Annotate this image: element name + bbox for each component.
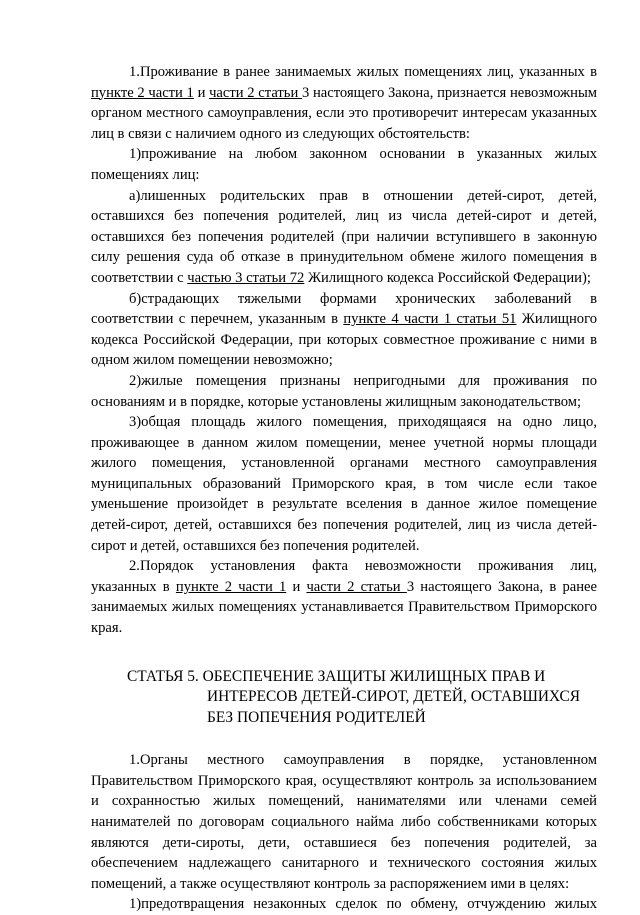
paragraph-1-3: 3)общая площадь жилого помещения, приходящаяся на одно лицо, проживающее в данном жилом помещении, менее учетной нормы площади жилого помещения, установленной органами местного самоуправления муниципальных образований Приморского края, в том числе если такое уменьшение произойдет в результате вселения в данное жилое помещение детей-сирот, детей, оставшихся без попечения родителей, лиц из числа детей-сирот и детей, оставшихся без попечения родителей. bbox=[91, 414, 597, 554]
link-chastyu-3-stati-72[interactable]: частью 3 статьи 72 bbox=[187, 269, 305, 286]
paragraph-5-1-1: 1)предотвращения незаконных сделок по обмену, отчуждению жилых bbox=[129, 896, 597, 913]
paragraph-1-1: 1)проживание на любом законном основании в указанных жилых помещениях лиц: bbox=[91, 146, 597, 183]
text: 1.Проживание в ранее занимаемых жилых помещениях лиц, указанных в bbox=[129, 64, 597, 80]
paragraph-2 bbox=[91, 556, 597, 638]
text: 2.Порядок установления факта невозможности проживания лиц, указанных в bbox=[91, 558, 597, 595]
text: и bbox=[286, 578, 307, 595]
paragraph-a bbox=[91, 186, 597, 289]
text: а)лишенных родительских прав в отношении детей-сирот, детей, оставшихся без попечения родителей, лиц из числа детей-сирот и детей, оставшихся без попечения родителей (при наличии вступившего в законную силу решения суда об отказе в принудительном обмене жилого помещения в соответствии с bbox=[91, 187, 597, 286]
paragraph-1 bbox=[91, 62, 597, 144]
document-body bbox=[91, 62, 597, 915]
article-heading bbox=[127, 667, 597, 729]
link-punkte-4-chasti-1-stati-51[interactable]: пункте 4 части 1 статьи 51 bbox=[343, 311, 517, 328]
heading-line: БЕЗ ПОПЕЧЕНИЯ РОДИТЕЛЕЙ bbox=[207, 708, 426, 726]
link-punkt-2-chasti-1[interactable]: пункте 2 части 1 bbox=[91, 84, 194, 101]
paragraph-5-1: 1.Органы местного самоуправления в порядке, установленном Правительством Приморского края, осуществляют контроль за использованием и сохранностью жилых помещений, нанимателями или членами семей нанимателей по договорам социального найма либо собственниками которых являются дети-сироты, дети, оставшиеся без попечения родителей, за обеспечением надлежащего санитарного и технического состояния жилых помещений, а также осуществляют контроль за распоряжением ими в целях: bbox=[91, 752, 597, 892]
link-chasti-2-stati[interactable]: части 2 статьи bbox=[209, 84, 302, 101]
link-chasti-2-stati[interactable]: части 2 статьи bbox=[306, 578, 407, 595]
heading-line: ИНТЕРЕСОВ ДЕТЕЙ-СИРОТ, ДЕТЕЙ, ОСТАВШИХСЯ bbox=[207, 688, 581, 706]
heading-line: СТАТЬЯ 5. ОБЕСПЕЧЕНИЕ ЗАЩИТЫ ЖИЛИЩНЫХ ПРАВ И bbox=[127, 667, 546, 685]
text: 3 настоящего Закона, в ранее занимаемых жилых помещениях устанавливается Правительством Приморского края. bbox=[91, 578, 598, 637]
text: и bbox=[193, 84, 210, 101]
paragraph-b bbox=[91, 289, 597, 371]
text: 3 настоящего Закона, признается невозможным органом местного самоуправления, если это противоречит интересам указанных лиц в связи с наличием одного из следующих обстоятельств: bbox=[91, 84, 597, 142]
link-punkte-2-chasti-1[interactable]: пункте 2 части 1 bbox=[175, 578, 287, 595]
text: б)страдающих тяжелыми формами хронических заболеваний в соответствии с перечнем, указанным в bbox=[91, 290, 597, 328]
paragraph-1-2: 2)жилые помещения признаны непригодными для проживания по основаниям и в порядке, которые установлены жилищным законодательством; bbox=[91, 372, 597, 410]
text: Жилищного кодекса Российской Федерации, при которых совместное проживание с ними в одном жилом помещении невозможно; bbox=[91, 311, 598, 369]
text: Жилищного кодекса Российской Федерации); bbox=[304, 269, 591, 286]
